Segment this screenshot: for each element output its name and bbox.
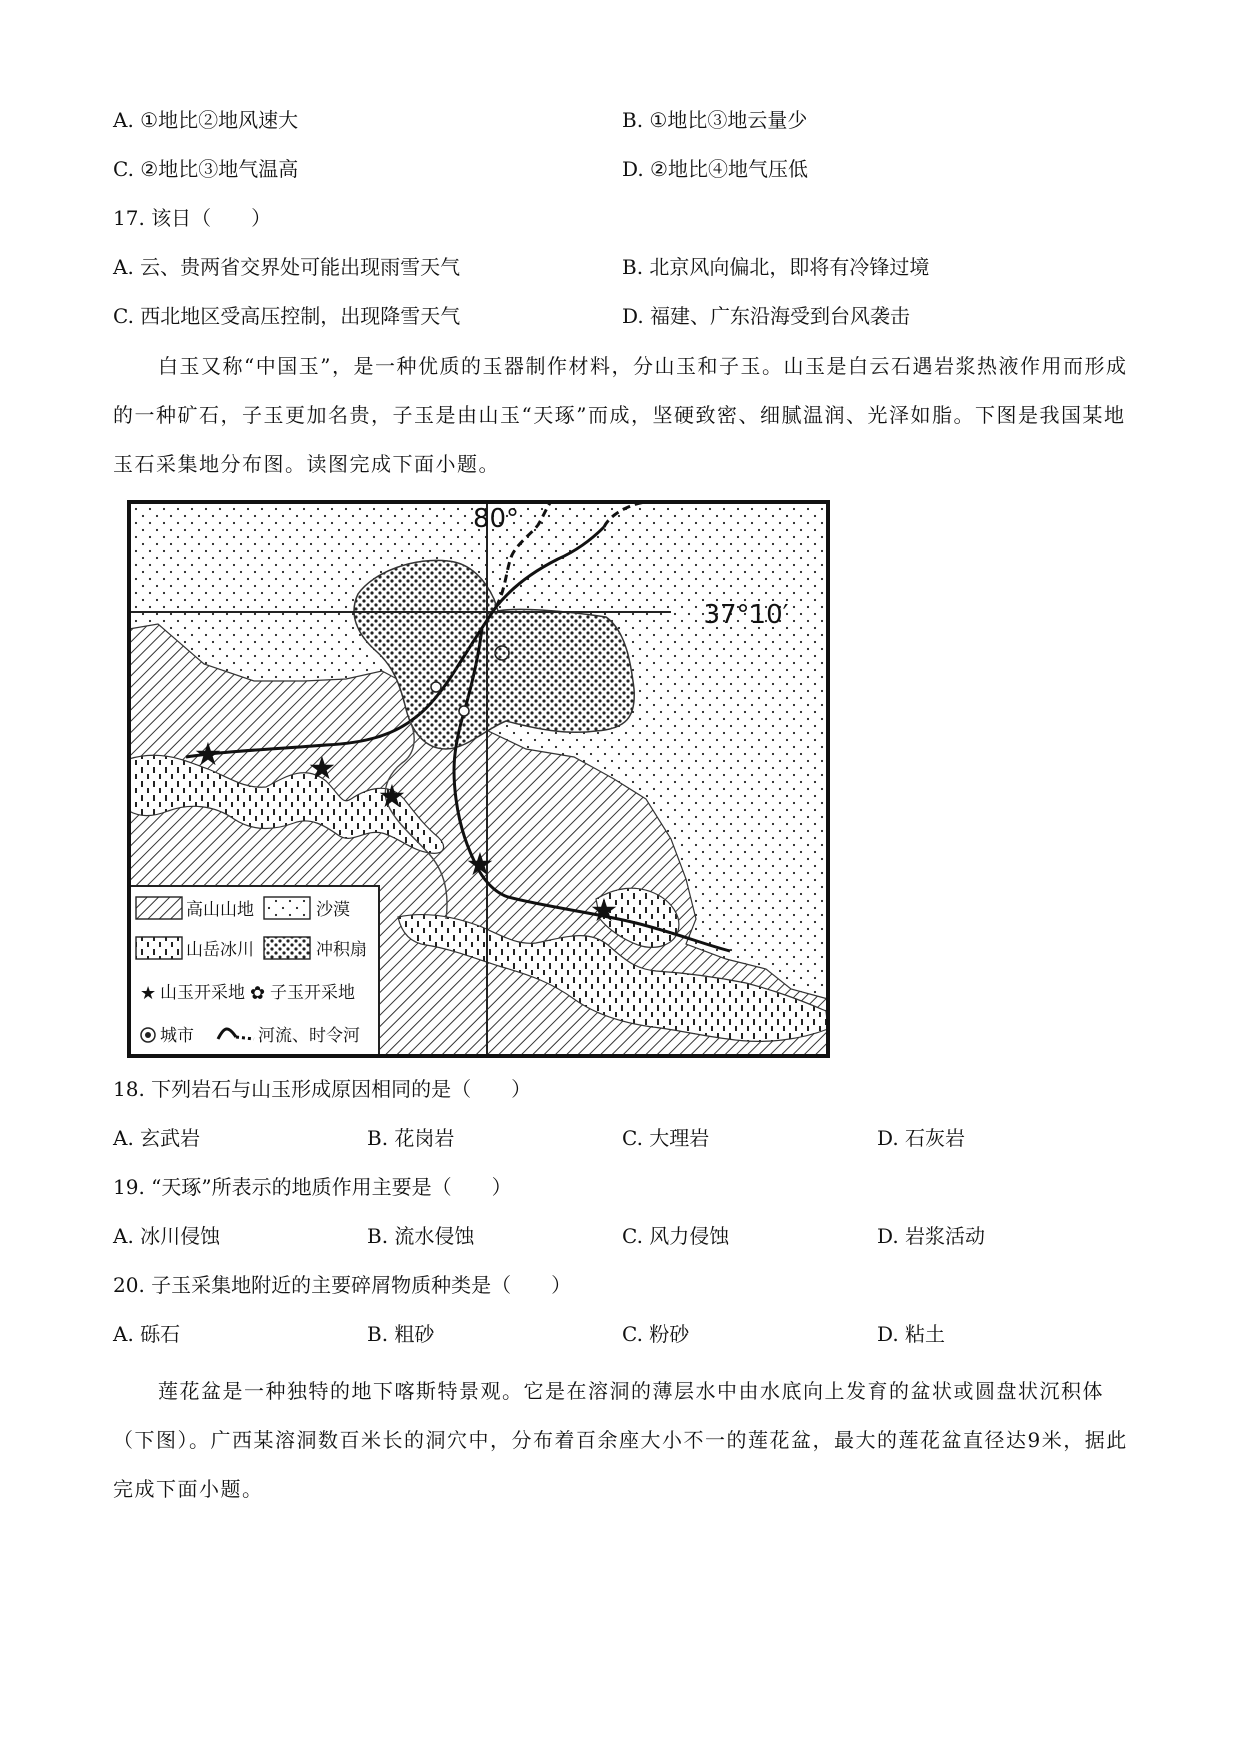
- q20-option-c: C. 粉砂: [622, 1322, 690, 1346]
- q18-stem: 18. 下列岩石与山玉形成原因相同的是（ ）: [113, 1077, 532, 1101]
- mountain-jade-star-2: ★: [307, 749, 337, 787]
- q16-option-d: D. ②地比④地气压低: [622, 157, 808, 181]
- mountain-jade-star-4: ★: [465, 845, 495, 883]
- legend-label-mountain: 高山山地: [186, 900, 254, 920]
- q20-option-d: D. 粘土: [877, 1322, 946, 1346]
- mountain-jade-star-1: ★: [193, 735, 223, 773]
- q18-option-b: B. 花岗岩: [367, 1126, 455, 1150]
- lotus-passage: 莲花盆是一种独特的地下喀斯特景观。它是在溶洞的薄层水中由水底向上发育的盆状或圆盘状沉积体（下图）。广西某溶洞数百米长的洞穴中，分布着百余座大小不一的莲花盆，最大的莲花盆直径达9米，据此完成下面小题。: [113, 1379, 1128, 1501]
- q19-option-a: A. 冰川侵蚀: [113, 1224, 221, 1248]
- q18-option-c: C. 大理岩: [622, 1126, 710, 1150]
- q17-option-a: A. 云、贵两省交界处可能出现雨雪天气: [113, 255, 461, 279]
- legend-star-icon: ★: [140, 983, 157, 1004]
- legend-swatch-fan: [264, 937, 310, 959]
- q17-option-b: B. 北京风向偏北，即将有冷锋过境: [622, 255, 930, 279]
- q18-option-d: D. 石灰岩: [877, 1126, 966, 1150]
- legend-flower-icon: ✿: [250, 983, 266, 1004]
- q20-option-b: B. 粗砂: [367, 1322, 435, 1346]
- legend-label-city: 城市: [160, 1026, 194, 1046]
- legend-label-glacier: 山岳冰川: [186, 940, 254, 960]
- q17-option-d: D. 福建、广东沿海受到台风袭击: [622, 304, 911, 328]
- legend-swatch-glacier: [136, 937, 182, 959]
- legend-swatch-desert: [264, 897, 310, 919]
- latitude-label: 37°10′: [703, 600, 789, 630]
- jade-map-figure: [126, 499, 831, 1059]
- map-legend: [129, 886, 379, 1056]
- jade-passage: 白玉又称“中国玉”，是一种优质的玉器制作材料，分山玉和子玉。山玉是白云石遇岩浆热液作用而形成的一种矿石，子玉更加名贵，子玉是由山玉“天琢”而成，坚硬致密、细腻温润、光泽如脂。下图是我国某地玉石采集地分布图。读图完成下面小题。: [113, 354, 1128, 476]
- legend-label-fan: 冲积扇: [316, 940, 367, 960]
- q17-stem: 17. 该日（ ）: [113, 206, 272, 230]
- q19-stem: 19. “天琢”所表示的地质作用主要是（ ）: [113, 1175, 512, 1199]
- longitude-label: 80°: [472, 504, 520, 534]
- legend-label-desert: 沙漠: [316, 900, 350, 920]
- legend-label-sub-jade: 子玉开采地: [270, 983, 355, 1003]
- q16-option-a: A. ①地比②地风速大: [113, 108, 299, 132]
- city-marker-1: [431, 682, 441, 692]
- q19-option-b: B. 流水侵蚀: [367, 1224, 475, 1248]
- q20-stem: 20. 子玉采集地附近的主要碎屑物质种类是（ ）: [113, 1273, 572, 1297]
- legend-label-mountain-jade: 山玉开采地: [160, 983, 245, 1003]
- q17-option-c: C. 西北地区受高压控制，出现降雪天气: [113, 304, 461, 328]
- q18-option-a: A. 玄武岩: [113, 1126, 201, 1150]
- legend-label-river: 河流、时令河: [258, 1026, 360, 1046]
- q16-option-b: B. ①地比③地云量少: [622, 108, 808, 132]
- mountain-jade-star-3: ★: [377, 777, 407, 815]
- q19-option-d: D. 岩浆活动: [877, 1224, 986, 1248]
- q20-option-a: A. 砾石: [113, 1322, 181, 1346]
- city-marker-2: [459, 706, 469, 716]
- legend-city-dot-icon: [145, 1032, 151, 1038]
- q19-option-c: C. 风力侵蚀: [622, 1224, 730, 1248]
- jade-map: [126, 499, 831, 1059]
- q16-option-c: C. ②地比③地气温高: [113, 157, 299, 181]
- mountain-jade-star-5: ★: [589, 891, 619, 929]
- legend-swatch-mountain: [136, 897, 182, 919]
